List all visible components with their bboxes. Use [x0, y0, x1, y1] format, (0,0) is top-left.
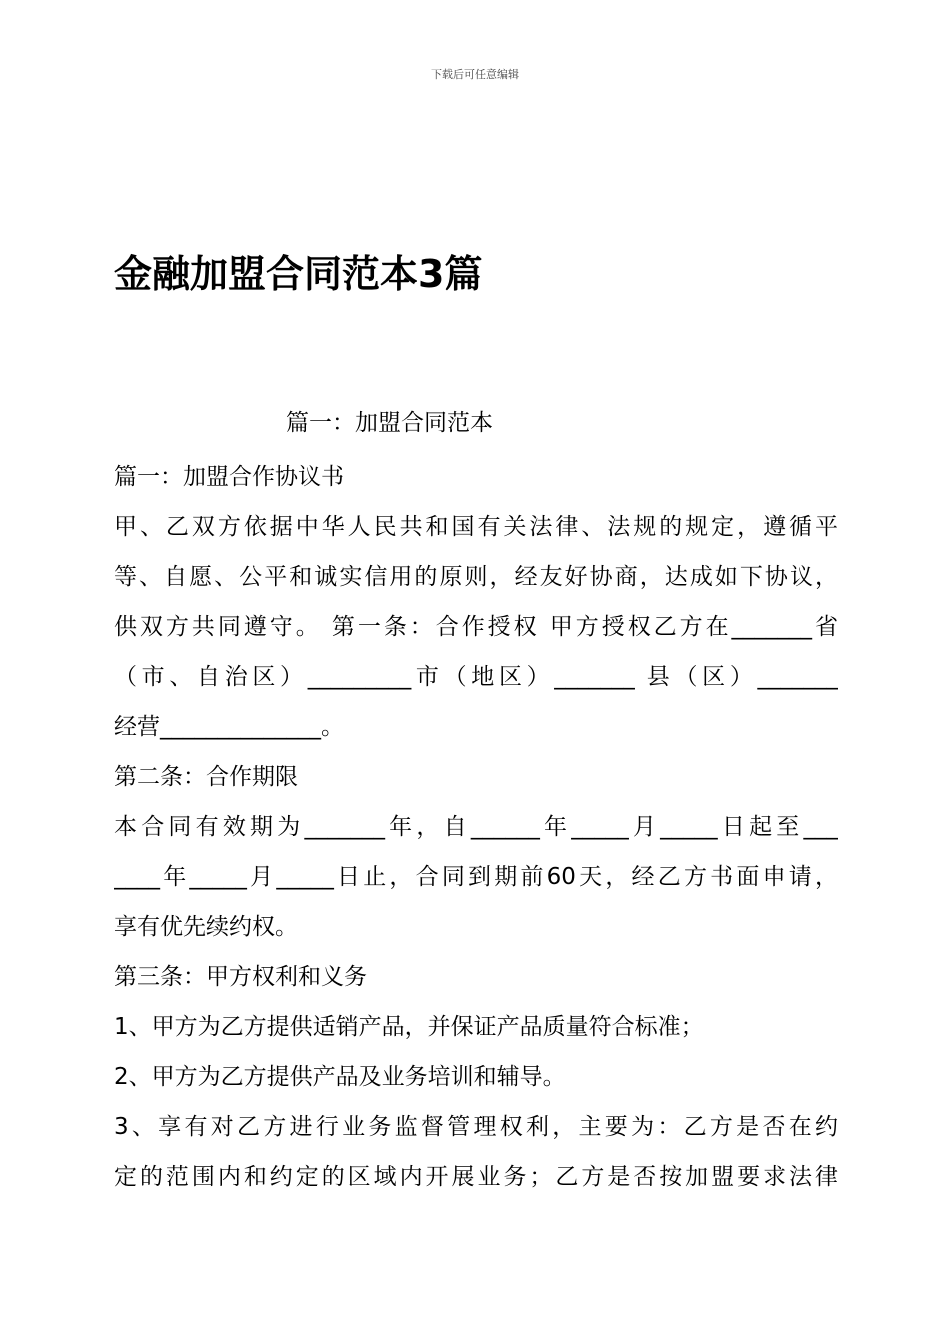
body-line-1: 篇一：加盟合作协议书	[114, 464, 344, 490]
body-line-15: 定的范围内和约定的区域内开展业务；乙方是否按加盟要求法律	[114, 1164, 838, 1190]
body-line-7: 第二条：合作期限	[114, 764, 298, 790]
document-body	[114, 452, 838, 1202]
document-title: 金融加盟合同范本3篇	[114, 252, 483, 296]
body-line-9: ____年_____月_____日止，合同到期前60天，经乙方书面申请，	[114, 864, 838, 890]
body-line-5: （市、自治区）_________市（地区）_______ 县（区）_______	[114, 664, 838, 690]
body-line-11: 第三条：甲方权利和义务	[114, 964, 367, 990]
body-line-14: 3、享有对乙方进行业务监督管理权利，主要为：乙方是否在约	[114, 1114, 838, 1140]
body-line-6: 经营______________。	[114, 714, 344, 740]
body-line-2: 甲、乙双方依据中华人民共和国有关法律、法规的规定，遵循平	[114, 514, 838, 540]
body-line-10: 享有优先续约权。	[114, 914, 298, 940]
page-header-note: 下载后可任意编辑	[431, 68, 519, 81]
body-line-13: 2、甲方为乙方提供产品及业务培训和辅导。	[114, 1064, 566, 1090]
body-line-8: 本合同有效期为_______年，自______年_____月_____日起至___	[114, 814, 838, 840]
body-line-3: 等、自愿、公平和诚实信用的原则，经友好协商，达成如下协议，	[114, 564, 838, 590]
body-line-4: 供双方共同遵守。 第一条：合作授权 甲方授权乙方在_______省	[114, 614, 838, 640]
section-title: 篇一：加盟合同范本	[286, 410, 493, 436]
body-line-12: 1、甲方为乙方提供适销产品，并保证产品质量符合标准；	[114, 1014, 704, 1040]
